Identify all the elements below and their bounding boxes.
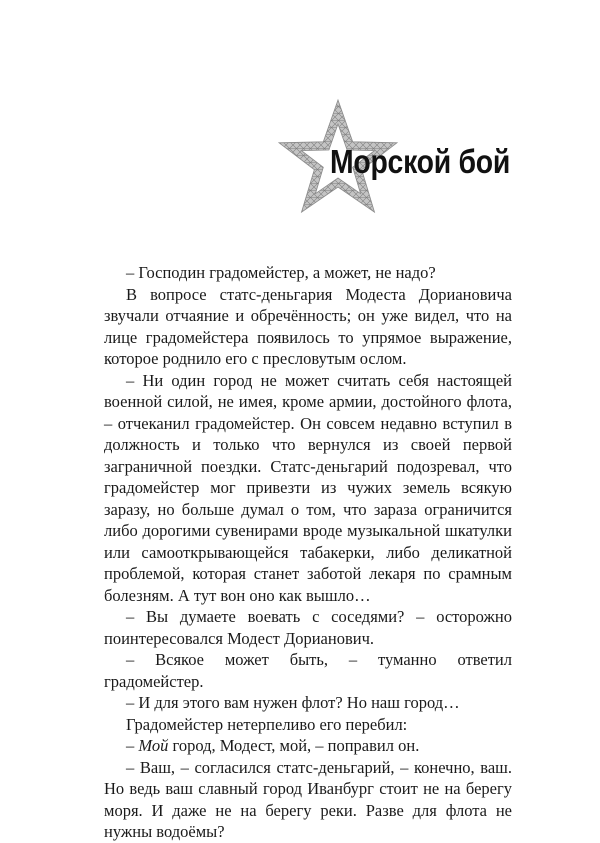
paragraph-rest: город, Модест, мой, – поправил он. xyxy=(168,736,420,755)
paragraph: – Всякое может быть, – туманно ответил градомейстер. xyxy=(104,650,512,691)
paragraph: – Ваш, – согласился статс-деньгарий, – конечно, ваш. Но ведь ваш славный город Иванбург стоит не на берегу моря. И даже не на берегу реки. Разве для флота не нужны водоёмы? xyxy=(104,757,512,841)
paragraph: – Вы думаете воевать с соседями? – осторожно поинтересовался Модест Дорианович. xyxy=(104,607,512,648)
paragraph: – И для этого вам нужен флот? Но наш город… xyxy=(126,693,460,712)
paragraph xyxy=(104,735,512,757)
emphasized-word: Мой xyxy=(138,736,169,755)
dialogue-dash: – xyxy=(126,736,139,755)
paragraph: В вопросе статс-деньгария Модеста Дориановича звучали отчаяние и обречённость; он уже видел, что на лице градомейстера появилось то упрямое выражение, которое роднило его с пресловутым ослом. xyxy=(104,284,512,368)
chapter-body xyxy=(104,262,512,843)
paragraph: Градомейстер нетерпеливо его перебил: xyxy=(126,714,408,734)
paragraph: – Ни один город не может считать себя настоящей военной силой, не имея, кроме армии, достойного флота, – отчеканил градомейстер. Он совсем недавно вступил в должность и только что вернулся из своей первой заграничной поездки. Статс-деньгарий подозревал, что градомейстер мог привезти из чужих земель всякую заразу, но больше думал о том, что зараза ограничится либо дорогими сувенирами вроде музыкальной шкатулки или самооткрывающейся табакерки, либо деликатной проблемой, которая станет заботой лекаря по срамным болезням. А тут вон оно как вышло… xyxy=(104,370,512,605)
paragraph: – Господин градомейстер, а может, не надо? xyxy=(126,263,436,282)
chapter-title: Морской бой xyxy=(330,143,511,180)
